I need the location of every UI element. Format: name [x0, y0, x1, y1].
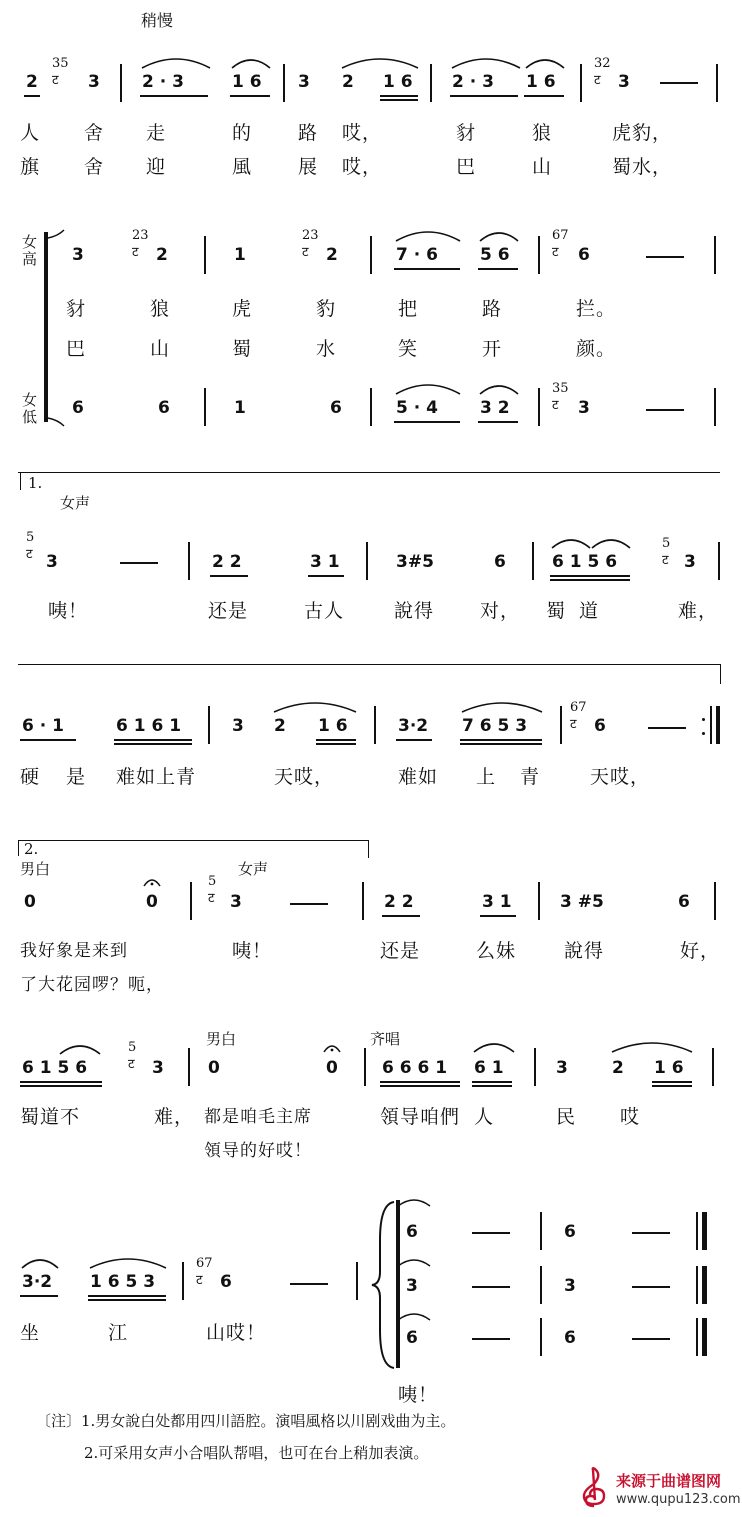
repeat-dot [702, 718, 705, 721]
barline [540, 1318, 542, 1356]
barline [696, 1212, 698, 1250]
note: 3 [556, 1058, 568, 1078]
sustain-dash [632, 1286, 670, 1288]
lyric: 山哎！ [206, 1322, 267, 1344]
underline [450, 95, 518, 97]
barline [204, 236, 206, 274]
note: 3 [618, 72, 630, 92]
grace-mark: ट [552, 398, 559, 413]
lyric: 狼 [150, 298, 171, 320]
grace-mark: ट [302, 245, 309, 260]
underline [472, 1081, 512, 1083]
volta-number: 2. [24, 840, 39, 858]
note: 6 [678, 892, 690, 912]
tempo-marking: 稍慢 [141, 11, 174, 30]
fermata [322, 1040, 342, 1054]
note: 6 [564, 1222, 576, 1242]
grace-note: 5 [26, 530, 35, 545]
grace-mark: ट [208, 891, 215, 906]
lyric: 难， [154, 1106, 195, 1128]
grace-note: 23 [302, 228, 319, 243]
lyric: 巴 [456, 156, 477, 178]
slur [550, 532, 592, 550]
grace-note: 5 [128, 1040, 137, 1055]
volta-line [18, 472, 720, 473]
lyric: 風 [232, 156, 253, 178]
slur [394, 378, 462, 396]
volta-start [18, 840, 19, 856]
note: 6 1 6 1 [116, 716, 182, 736]
note: 6 [330, 398, 342, 418]
grace-note: 67 [552, 228, 569, 243]
underline [20, 739, 76, 741]
lyric: 山 [150, 338, 171, 360]
barline [538, 236, 540, 274]
underline [88, 1299, 166, 1301]
lyric: 蜀 [232, 338, 253, 360]
lyric: 难， [678, 600, 719, 622]
underline [460, 739, 542, 741]
lyric: 豹 [316, 298, 337, 320]
sustain-dash [120, 562, 158, 564]
lyric: 硬 [20, 766, 41, 788]
note: 2 [326, 245, 338, 265]
barline [540, 1212, 542, 1250]
spoken-text: 都是咱毛主席 [204, 1107, 312, 1127]
underline [652, 1085, 692, 1087]
underline [380, 99, 418, 101]
sustain-dash [646, 409, 684, 411]
lyric: 青 [520, 766, 541, 788]
grace-mark: ट [132, 245, 139, 260]
system-bracket [396, 1200, 400, 1368]
lyric: 笑 [398, 338, 419, 360]
barline [374, 706, 376, 744]
underline [20, 1295, 58, 1297]
note: 6 [72, 398, 84, 418]
underline [524, 95, 564, 97]
volta-end [368, 840, 369, 858]
slur [450, 52, 522, 70]
note: 7 6 5 3 [462, 716, 528, 736]
note: 0 [208, 1058, 220, 1078]
barline [364, 1048, 366, 1086]
lyric: 豺 [66, 298, 87, 320]
underline [652, 1081, 692, 1083]
fermata [142, 874, 162, 888]
volta-number: 1. [28, 474, 43, 492]
barline [208, 706, 210, 744]
underline [20, 1085, 102, 1087]
barline [710, 706, 712, 744]
grace-note: 67 [196, 1256, 213, 1271]
lyric: 难如上青 [116, 766, 197, 788]
lyric: 颜。 [576, 338, 617, 360]
spoken-text: 了大花园啰？呃， [20, 975, 164, 995]
grace-mark: ट [26, 547, 33, 562]
slur [524, 52, 566, 70]
spoken-label: 男白 [206, 1030, 237, 1048]
underline [394, 268, 460, 270]
note: 6 [406, 1222, 418, 1242]
note: 1 [234, 245, 246, 265]
sustain-dash [472, 1338, 510, 1340]
note: 6 · 1 [22, 716, 64, 736]
lyric: 旗 [20, 156, 41, 178]
underline [114, 743, 192, 745]
underline [24, 95, 40, 97]
slur [460, 696, 544, 714]
lyric: 的 [232, 122, 253, 144]
grace-note: 35 [552, 381, 569, 396]
slur [610, 1036, 694, 1054]
volta-line [18, 664, 720, 665]
note: 3 [564, 1276, 576, 1296]
underline [550, 575, 630, 577]
sustain-dash [290, 903, 328, 905]
underline [394, 421, 460, 423]
final-barline [702, 1212, 707, 1250]
note: 2 [342, 72, 354, 92]
note: 5 · 4 [396, 398, 438, 418]
volta-line [18, 840, 368, 841]
underline [478, 421, 518, 423]
lyric: 哎 [620, 1106, 641, 1128]
volta-end [720, 664, 721, 684]
note: 6 1 5 6 [22, 1058, 88, 1078]
lyric: 上 [476, 766, 497, 788]
slur [58, 1038, 102, 1056]
barline [538, 882, 540, 920]
underline [380, 95, 418, 97]
note: 3 [152, 1058, 164, 1078]
barline [283, 64, 285, 102]
grace-mark: ट [662, 553, 669, 568]
note: 2 [26, 72, 38, 92]
lyric: 人 [474, 1106, 495, 1128]
note: 6 6 6 1 [382, 1058, 448, 1078]
barline [188, 1048, 190, 1086]
grace-mark: ट [128, 1057, 135, 1072]
voice-label-low: 女低 [22, 391, 38, 426]
slur [88, 1252, 168, 1270]
final-barline [702, 1318, 707, 1356]
lyric: 咦！ [232, 940, 273, 962]
note: 3 [88, 72, 100, 92]
note: 3 1 [310, 552, 340, 572]
lyric: 路 [298, 122, 319, 144]
barline [120, 64, 122, 102]
lyric: 是 [66, 766, 87, 788]
note: 0 [146, 892, 158, 912]
lyric: 还是 [380, 940, 421, 962]
grace-note: 32 [594, 56, 611, 71]
underline [380, 1085, 460, 1087]
note: 1 6 [654, 1058, 684, 1078]
barline [718, 542, 720, 580]
note: 3 [232, 716, 244, 736]
barline [362, 882, 364, 920]
note: 3 [684, 552, 696, 572]
lyric: 咦！ [398, 1384, 439, 1406]
lyric: 豺 [456, 122, 477, 144]
lyric: 哎， [342, 156, 383, 178]
note: 3 [578, 398, 590, 418]
note: 3 [230, 892, 242, 912]
slur [590, 532, 632, 550]
note: 6 [158, 398, 170, 418]
barline [204, 388, 206, 426]
slur [140, 52, 212, 70]
note: 7 · 6 [396, 245, 438, 265]
grace-mark: ट [594, 73, 601, 88]
underline [140, 95, 208, 97]
note: 2 2 [212, 552, 242, 572]
underline [380, 1081, 460, 1083]
underline [396, 739, 432, 741]
slur [272, 696, 358, 714]
grace-mark: ट [552, 245, 559, 260]
barline [430, 64, 432, 102]
bracket [46, 228, 68, 428]
lyric: 蜀道不 [20, 1106, 81, 1128]
barline [714, 388, 716, 426]
grace-note: 5 [208, 874, 217, 889]
slur [396, 1308, 432, 1322]
lyric: 舍 [84, 156, 105, 178]
barline [538, 388, 540, 426]
lyric: 难如 [398, 766, 439, 788]
note: 2 · 3 [452, 72, 494, 92]
grace-note: 23 [132, 228, 149, 243]
lyric: 說得 [394, 600, 435, 622]
final-barline [702, 1266, 707, 1304]
note: 3·2 [22, 1272, 53, 1292]
lyric: 开 [482, 338, 503, 360]
barline [190, 882, 192, 920]
note: 6 [406, 1328, 418, 1348]
note: 2 2 [384, 892, 414, 912]
barline [560, 706, 562, 744]
watermark-url: www.qupu123.com [616, 1492, 741, 1507]
barline [714, 882, 716, 920]
note: 0 [24, 892, 36, 912]
lyric: 蜀水， [612, 156, 673, 178]
grace-note: 5 [662, 536, 671, 551]
slur [478, 225, 520, 243]
lyric: 山 [532, 156, 553, 178]
treble-clef-icon [576, 1466, 610, 1510]
underline [382, 915, 420, 917]
lyric: 虎 [232, 298, 253, 320]
lyric: 么妹 [476, 940, 517, 962]
lyric: 巴 [66, 338, 87, 360]
lyric: 路 [482, 298, 503, 320]
slur [472, 1036, 516, 1054]
grace-mark: ट [570, 717, 577, 732]
barline [188, 542, 190, 580]
lyric: 古人 [304, 600, 345, 622]
barline [356, 1262, 358, 1300]
lyric: 展 [298, 156, 319, 178]
underline [478, 268, 518, 270]
sustain-dash [632, 1232, 670, 1234]
lyric: 走 [146, 122, 167, 144]
underline [472, 1085, 512, 1087]
voice-label: 女声 [238, 860, 269, 878]
underline [20, 1081, 102, 1083]
barline [714, 236, 716, 274]
note: 1 [234, 398, 246, 418]
sustain-dash [290, 1283, 328, 1285]
barline [370, 388, 372, 426]
voice-label: 女声 [60, 494, 91, 512]
underline [550, 579, 630, 581]
note: 3 [298, 72, 310, 92]
sustain-dash [472, 1286, 510, 1288]
footnote-1: 〔注〕1.男女說白处都用四川語腔。演唱風格以川剧戏曲为主。 [36, 1412, 456, 1430]
lyric: 江 [108, 1322, 129, 1344]
note: 3 1 [482, 892, 512, 912]
note: 2 [612, 1058, 624, 1078]
grace-note: 67 [570, 700, 587, 715]
repeat-barline [716, 706, 720, 744]
chorus-label: 齐唱 [370, 1030, 401, 1048]
sustain-dash [646, 256, 684, 258]
note: 3·2 [398, 716, 429, 736]
voice-label-high: 女高 [22, 233, 38, 268]
barline [716, 64, 718, 102]
barline [540, 1266, 542, 1304]
barline [712, 1048, 714, 1086]
slur [20, 1252, 60, 1270]
lyric: 說得 [564, 940, 605, 962]
underline [114, 739, 192, 741]
note: 3 [406, 1276, 418, 1296]
note: 2 [274, 716, 286, 736]
grace-mark: ट [52, 73, 59, 88]
volta-bracket [20, 472, 21, 490]
sustain-dash [648, 727, 686, 729]
underline [308, 575, 344, 577]
note: 2 [156, 245, 168, 265]
lyric: 領导咱們 [380, 1106, 461, 1128]
note: 3 #5 [560, 892, 604, 912]
note: 6 [564, 1328, 576, 1348]
note: 3#5 [396, 552, 434, 572]
slur [478, 378, 520, 396]
note: 1 6 [383, 72, 413, 92]
lyric: 坐 [20, 1322, 41, 1344]
spoken-text: 領导的好哎！ [204, 1141, 312, 1161]
underline [316, 739, 356, 741]
note: 0 [326, 1058, 338, 1078]
lyric: 天哎， [590, 766, 651, 788]
lyric: 把 [398, 298, 419, 320]
note: 3 [46, 552, 58, 572]
barline [532, 542, 534, 580]
lyric: 民 [556, 1106, 577, 1128]
barline [696, 1266, 698, 1304]
note: 2 · 3 [142, 72, 184, 92]
note: 6 1 [474, 1058, 504, 1078]
note: 3 2 [480, 398, 510, 418]
spoken-label: 男白 [20, 860, 51, 878]
lyric: 人 [20, 122, 41, 144]
lyric: 蜀道 [546, 600, 613, 622]
lyric: 迎 [146, 156, 167, 178]
note: 6 [594, 716, 606, 736]
sustain-dash [660, 82, 698, 84]
underline [230, 95, 270, 97]
lyric: 舍 [84, 122, 105, 144]
note: 6 1 5 6 [552, 552, 618, 572]
barline [696, 1318, 698, 1356]
spoken-text: 我好象是来到 [20, 941, 128, 961]
underline [460, 743, 542, 745]
lyric: 哎， [342, 122, 383, 144]
lyric: 还是 [208, 600, 249, 622]
slur [230, 52, 272, 70]
slur [396, 1194, 432, 1208]
underline [480, 915, 516, 917]
note: 6 [578, 245, 590, 265]
note: 6 [494, 552, 506, 572]
lyric: 水 [316, 338, 337, 360]
footnote-2: 2.可采用女声小合唱队帮唱，也可在台上稍加表演。 [84, 1444, 429, 1462]
note: 5 6 [480, 245, 510, 265]
note: 1 6 5 3 [90, 1272, 156, 1292]
note: 1 6 [318, 716, 348, 736]
barline [370, 236, 372, 274]
lyric: 狼 [532, 122, 553, 144]
barline [366, 542, 368, 580]
slur [394, 225, 462, 243]
note: 6 [220, 1272, 232, 1292]
underline [88, 1295, 166, 1297]
lyric: 对， [480, 600, 521, 622]
grace-note: 35 [52, 56, 69, 71]
repeat-dot [702, 732, 705, 735]
lyric: 咦！ [48, 600, 89, 622]
sustain-dash [472, 1232, 510, 1234]
lyric: 拦。 [576, 298, 617, 320]
sustain-dash [632, 1338, 670, 1340]
slur [396, 1254, 432, 1268]
barline [182, 1262, 184, 1300]
note: 1 6 [232, 72, 262, 92]
note: 3 [72, 245, 84, 265]
watermark-title: 来源于曲谱图网 [616, 1472, 722, 1490]
underline [210, 575, 248, 577]
note: 1 6 [526, 72, 556, 92]
grace-mark: ट [196, 1273, 203, 1288]
slur [340, 52, 420, 70]
underline [316, 743, 356, 745]
barline [580, 64, 582, 102]
lyric: 天哎， [274, 766, 335, 788]
barline [534, 1048, 536, 1086]
lyric: 虎豹， [612, 122, 673, 144]
lyric: 好， [680, 940, 721, 962]
